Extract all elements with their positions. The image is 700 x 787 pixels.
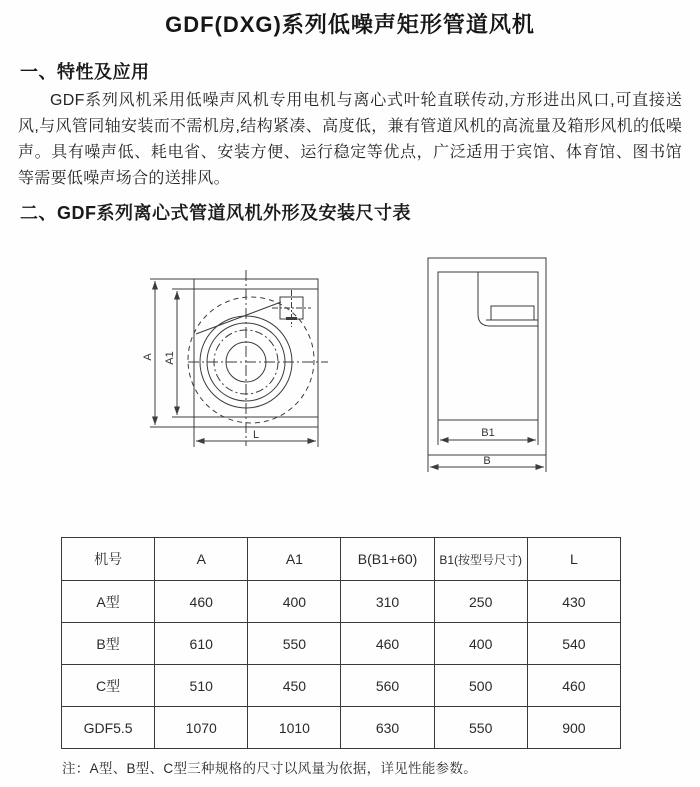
table-cell: 900	[527, 707, 620, 749]
table-header-cell: B1(按型号尺寸)	[434, 538, 527, 581]
dimension-table	[61, 537, 621, 749]
table-cell: 500	[434, 665, 527, 707]
section1-paragraph: GDF系列风机采用低噪声风机专用电机与离心式叶轮直联传动,方形进出风口,可直接送风,与风管同轴安装而不需机房,结构紧凑、高度低，兼有管道风机的高流量及箱形风机的低噪声。具有噪声低、耗电省、安装方便、运行稳定等优点，广泛适用于宾馆、体育馆、图书馆等需要低噪声场合的送排风。	[18, 92, 682, 187]
table-header-cell: A1	[248, 538, 341, 581]
table-header-cell: A	[155, 538, 248, 581]
table-cell: GDF5.5	[62, 707, 155, 749]
dim-label-B1: B1	[481, 427, 495, 439]
table-cell: 460	[527, 665, 620, 707]
fan-dimension-drawing	[0, 245, 700, 495]
table-cell: B型	[62, 623, 155, 665]
front-view-outer-box	[194, 279, 318, 427]
table-cell: 430	[527, 581, 620, 623]
table-cell: 550	[434, 707, 527, 749]
table-cell: 400	[434, 623, 527, 665]
table-cell: 560	[341, 665, 434, 707]
table-cell: 310	[341, 581, 434, 623]
table-cell: 510	[155, 665, 248, 707]
table-header-cell: 机号	[62, 538, 155, 581]
table-cell: 1010	[248, 707, 341, 749]
table-cell: 460	[155, 581, 248, 623]
table-cell: 540	[527, 623, 620, 665]
dim-label-A: A	[142, 353, 154, 361]
table-cell: 610	[155, 623, 248, 665]
table-cell: 250	[434, 581, 527, 623]
side-view-outer-box	[428, 258, 546, 455]
dim-label-L: L	[252, 429, 260, 441]
volute-tangent-line	[196, 302, 281, 334]
dim-label-A1: A1	[164, 351, 176, 365]
table-cell: 460	[341, 623, 434, 665]
dim-label-B: B	[483, 455, 491, 467]
installation-dimension-diagrams	[0, 245, 700, 495]
table-cell: 550	[248, 623, 341, 665]
section1-heading: 一、特性及应用	[20, 62, 150, 82]
table-cell: 450	[248, 665, 341, 707]
table-cell: A型	[62, 581, 155, 623]
motor-bracket	[478, 272, 538, 326]
table-row	[62, 623, 621, 665]
table-row	[62, 581, 621, 623]
page-title: GDF(DXG)系列低噪声矩形管道风机	[165, 12, 535, 37]
front-view-diagram	[150, 270, 328, 447]
table-header-row	[62, 538, 621, 581]
table-cell: 630	[341, 707, 434, 749]
table-cell: 1070	[155, 707, 248, 749]
table-header-cell: B(B1+60)	[341, 538, 434, 581]
table-footnote: 注：A型、B型、C型三种规格的尺寸以风量为依据，详见性能参数。	[62, 761, 478, 776]
side-view-diagram	[428, 258, 546, 472]
junction-box-gland	[286, 317, 297, 320]
table-cell: C型	[62, 665, 155, 707]
table-cell: 400	[248, 581, 341, 623]
side-view-inner-box	[438, 272, 538, 420]
motor-block	[491, 306, 534, 320]
section2-heading: 二、GDF系列离心式管道风机外形及安装尺寸表	[20, 203, 411, 223]
table-row	[62, 707, 621, 749]
table-row	[62, 665, 621, 707]
table-header-cell: L	[527, 538, 620, 581]
